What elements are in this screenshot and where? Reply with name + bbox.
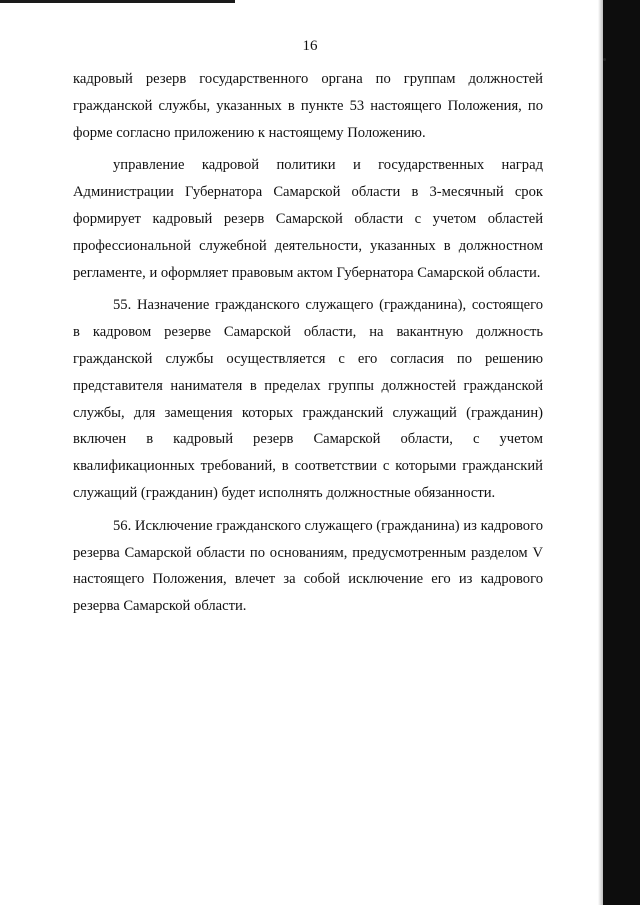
scan-border-top — [0, 0, 235, 3]
paragraph-56: 56. Исключение гражданского служащего (гражданина) из кадрового резерва Самарской области по основаниям, предусмотренным разделом V настоящего Положения, влечет за собой исключение его из кадрового резерва Самарской области. — [73, 517, 543, 615]
scan-speck — [603, 58, 606, 61]
paragraph-continuation: кадровый резерв государственного органа по группам должностей гражданской службы, указанных в пункте 53 настоящего Положения, по форме согласно приложению к настоящему Положению. — [73, 71, 543, 141]
paragraph-personnel-department: управление кадровой политики и государственных наград Администрации Губернатора Самарской области в 3-месячный срок формирует кадровый резерв Самарской области с учетом областей профессиональной служебной деятельности, указанных в должностном регламенте, и оформляет правовым актом Губернатора Самарской области. — [73, 157, 543, 281]
scan-border-right — [603, 0, 640, 905]
page-number: 16 — [302, 38, 318, 54]
paragraph-55: 55. Назначение гражданского служащего (гражданина), состоящего в кадровом резерве Самарской области, на вакантную должность гражданской службы осуществляется с его согласия по решению представителя нанимателя в пределах группы должностей гражданской службы, для замещения которых гражданский служащий (гражданин) включен в кадровый резерв Самарской области, с учетом квалификационных требований, в соответствии с которыми гражданский служащий (гражданин) будет исполнять должностные обязанности. — [73, 297, 543, 501]
document-body — [73, 66, 543, 620]
